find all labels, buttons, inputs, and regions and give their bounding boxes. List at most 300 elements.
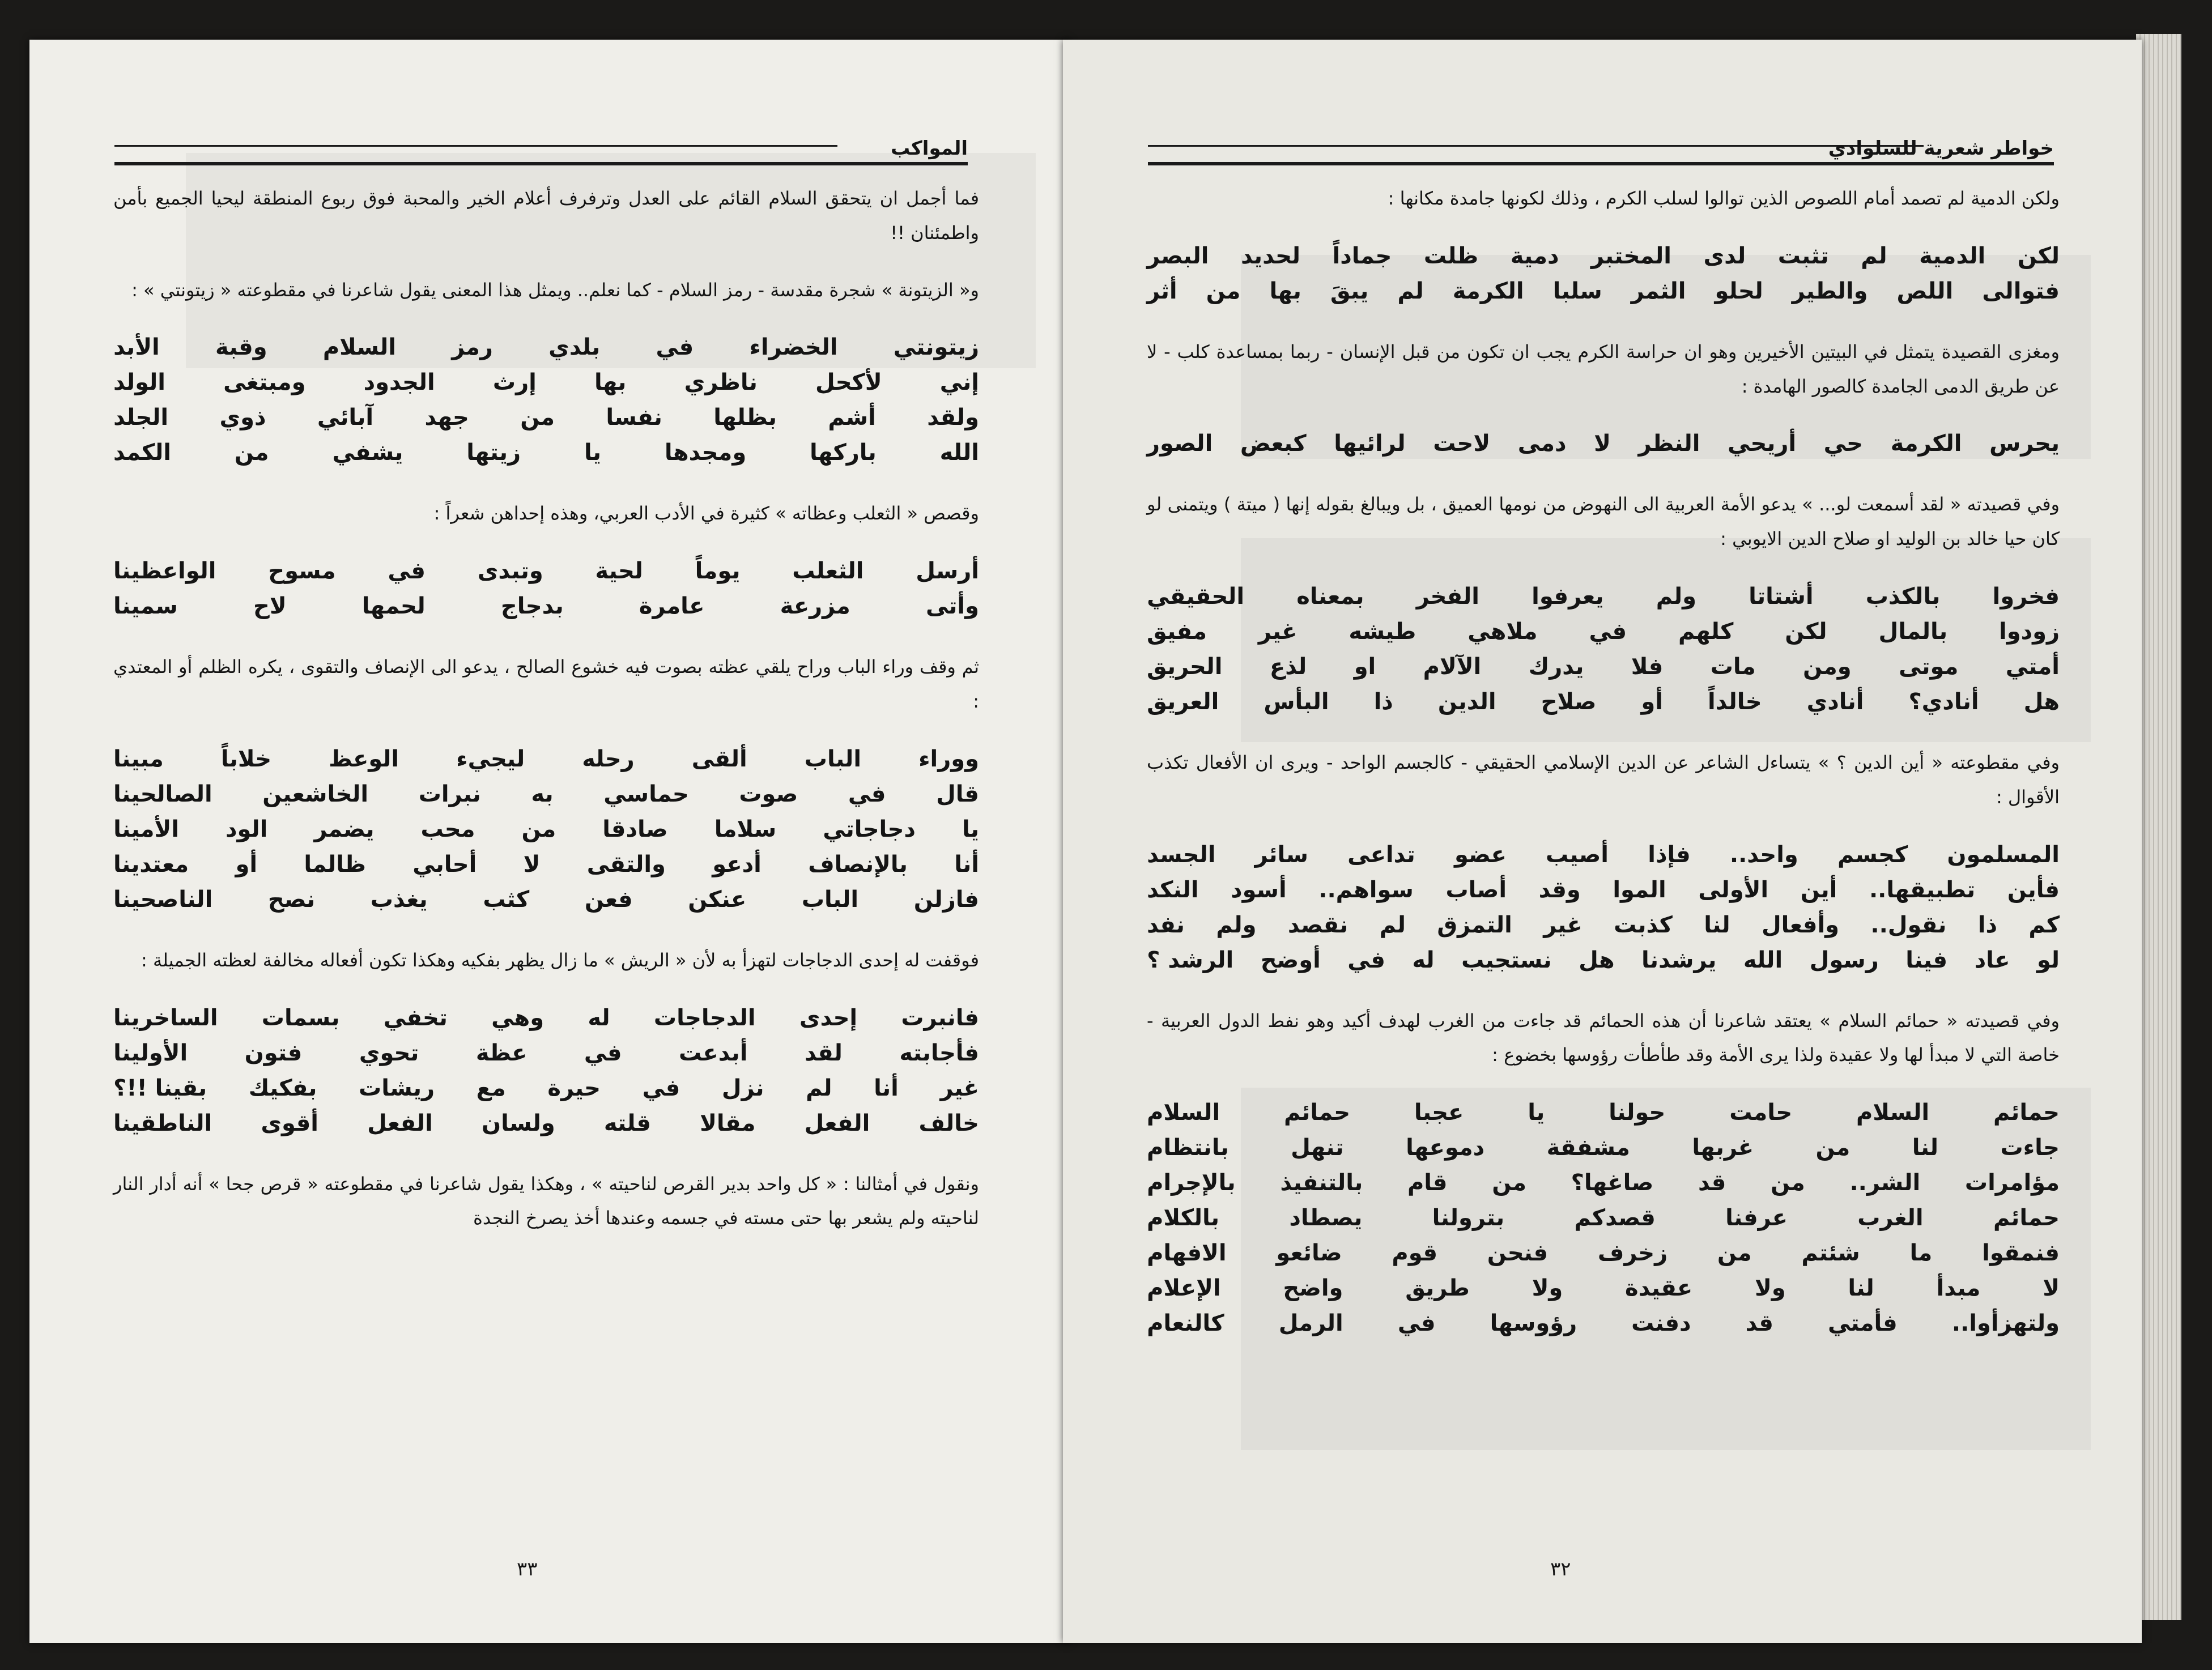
verse-word: قد — [1698, 1170, 1726, 1196]
verse-word: الفعل — [367, 1110, 433, 1136]
verse-word: الأبد — [113, 334, 160, 361]
verse-word: له — [1412, 947, 1435, 973]
verse-word: له — [588, 1004, 610, 1031]
verse-word: ذا — [1373, 688, 1393, 715]
verse-word: الكرمة — [1890, 431, 1962, 457]
verse-word: الله — [1743, 947, 1783, 973]
verse-word: من — [1815, 1135, 1851, 1161]
verse-word: ولا — [1754, 1275, 1786, 1302]
verse-word: ظالما — [304, 851, 366, 877]
verse-word: أو — [1641, 688, 1663, 715]
verse-word: الرشد ؟ — [1147, 947, 1234, 973]
verse-word: أدعو — [712, 851, 762, 877]
verse-word: أوضح — [1260, 947, 1321, 973]
verse-word: الإعلام — [1147, 1275, 1221, 1302]
verse-line — [1147, 1306, 2060, 1341]
verse-word: الكمد — [113, 440, 171, 466]
verse-word: ووراء — [918, 745, 979, 772]
verse-word: لا — [523, 851, 541, 877]
poem-stanza — [113, 553, 979, 624]
verse-word: كثب — [483, 886, 530, 913]
verse-word: ولقد — [927, 404, 979, 431]
verse-word: ريشات — [359, 1075, 435, 1101]
verse-word: فازلن — [913, 886, 979, 913]
verse-word: قام — [1407, 1170, 1448, 1196]
verse-word: كبعض — [1240, 431, 1307, 457]
verse-word: ضائعو — [1276, 1240, 1342, 1267]
verse-line — [1147, 908, 2060, 943]
verse-word: الخضراء — [749, 334, 838, 361]
verse-word: أرسل — [916, 558, 979, 585]
verse-word: بترولنا — [1432, 1205, 1505, 1232]
verse-word: من — [1717, 1240, 1752, 1267]
verse-word: قصدكم — [1574, 1205, 1656, 1232]
verse-word: او — [1354, 653, 1376, 680]
poem-stanza — [1147, 579, 2060, 719]
verse-word: ناظري — [684, 369, 758, 396]
verse-word: بها — [594, 369, 627, 396]
header-rule — [1148, 162, 2054, 165]
verse-word: ولم — [1656, 583, 1696, 610]
verse-word: نقول.. — [1870, 911, 1947, 938]
verse-word: نبرات — [418, 781, 481, 807]
verse-word: قوم — [1392, 1240, 1438, 1267]
verse-word: رؤوسها — [1490, 1310, 1577, 1337]
verse-word: اللص — [1896, 278, 1954, 304]
verse-word: الناطقينا — [113, 1110, 212, 1136]
verse-word: فأجابته — [899, 1040, 979, 1066]
paragraph: ومغزى القصيدة يتمثل في البيتين الأخيرين وهو ان حراسة الكرم يجب ان تكون من قبل الإنسان - ربما بمساعدة كلب - لا عن طريق الدمى الجامدة كالصور الهامدة : — [1147, 340, 2060, 397]
verse-word: عضو — [1454, 841, 1507, 868]
verse-word: جاءت — [2000, 1135, 2060, 1161]
verse-word: يحرس — [1989, 431, 2060, 457]
verse-word: صاغها؟ — [1571, 1170, 1654, 1196]
verse-word: بظلها — [713, 404, 777, 431]
verse-word: طريق — [1405, 1275, 1470, 1302]
verse-word: يوماً — [695, 558, 741, 585]
verse-word: الفخر — [1416, 583, 1479, 610]
verse-word: صلاح — [1541, 688, 1597, 715]
verse-word: بدجاج — [500, 593, 564, 620]
verse-word: عنكن — [688, 886, 747, 913]
verse-word: البصر — [1147, 242, 1209, 269]
verse-word: واحد.. — [1729, 841, 1798, 868]
verse-word: لو — [2036, 947, 2060, 973]
verse-word: حيرة — [547, 1075, 601, 1101]
verse-line — [113, 812, 979, 847]
verse-word: لم — [1861, 242, 1887, 269]
verse-word: لدى — [1703, 242, 1746, 269]
verse-word: دمية — [1510, 242, 1559, 269]
verse-word: فعن — [584, 886, 633, 913]
verse-line — [1147, 1130, 2060, 1165]
verse-word: فخروا — [1992, 583, 2060, 610]
verse-word: موتى — [1899, 653, 1959, 680]
poem-stanza — [1147, 1095, 2060, 1341]
verse-line — [1147, 1095, 2060, 1130]
verse-word: أريحي — [1728, 431, 1797, 457]
paragraph: وفي مقطوعته « أين الدين ؟ » يتساءل الشاعر عن الدين الإسلامي الحقيقي - كالجسم الواحد - ويرى ان الأفعال تكذب الأقوال : — [1147, 751, 2060, 808]
verse-line — [1147, 238, 2060, 274]
verse-word: من — [234, 440, 269, 466]
verse-word: وأتى — [925, 593, 979, 620]
verse-word: لم — [1379, 911, 1406, 938]
verse-line — [113, 742, 979, 777]
verse-word: ولا — [1532, 1275, 1563, 1302]
verse-word: معتدينا — [113, 851, 189, 877]
verse-word: فتوالى — [1982, 278, 2060, 304]
verse-word: أو — [235, 851, 258, 877]
verse-word: كم — [2028, 911, 2060, 938]
verse-word: أنادي؟ — [1908, 688, 1979, 715]
verse-word: فلا — [1631, 653, 1664, 680]
verse-word: ظلت — [1423, 242, 1479, 269]
verse-word: وقد — [1538, 876, 1581, 903]
paragraph: ونقول في أمثالنا : « كل واحد بدير القرص لناحيته » ، وهكذا يقول شاعرنا في مقطوعته « قرص جحا » أنه أدار النار لناحيته ولم يشعر بها حتى مسته في جسمه وعندها أخذ يصرخ النجدة — [113, 1173, 979, 1229]
verse-word: الباب — [801, 886, 859, 913]
verse-word: ذا — [1977, 911, 1997, 938]
verse-word: الجسد — [1147, 841, 1216, 868]
verse-word: يضمر — [314, 816, 375, 842]
verse-word: سواهم.. — [1318, 876, 1414, 903]
verse-word: الغرب — [1857, 1205, 1924, 1232]
verse-word: الخاشعين — [262, 781, 369, 807]
verse-word: فإذا — [1648, 841, 1691, 868]
verse-word: عجبا — [1414, 1100, 1464, 1126]
verse-word: ومن — [1803, 653, 1852, 680]
verse-word: مبدأ — [1936, 1275, 1981, 1302]
verse-word: أمتي — [2005, 653, 2060, 680]
verse-word: الشر.. — [1849, 1170, 1921, 1196]
verse-word: ولتهزأوا.. — [1951, 1310, 2060, 1337]
verse-word: من — [521, 816, 556, 842]
verse-word: غير — [1258, 618, 1298, 645]
verse-word: يغذب — [370, 886, 428, 913]
verse-line — [113, 1000, 979, 1036]
verse-word: الود — [226, 816, 268, 842]
verse-word: الآلام — [1423, 653, 1482, 680]
verse-word: النظر — [1638, 431, 1700, 457]
verse-line — [113, 435, 979, 470]
verse-word: يشفي — [332, 440, 403, 466]
verse-line — [1147, 1271, 2060, 1306]
verse-word: الأولى — [1698, 876, 1769, 903]
verse-word: لاح — [253, 593, 287, 620]
verse-word: يا — [584, 440, 601, 466]
verse-word: زيتونتي — [893, 334, 979, 361]
verse-word: ليجيء — [456, 745, 525, 772]
verse-word: لنا — [1848, 1275, 1874, 1302]
verse-line — [1147, 684, 2060, 719]
verse-word: ألقى — [691, 745, 747, 772]
verse-word: الثمر — [1631, 278, 1686, 304]
verse-word: واضح — [1283, 1275, 1343, 1302]
verse-word: البأس — [1264, 688, 1329, 715]
verse-word: لحية — [595, 558, 643, 585]
verse-word: الواعظينا — [113, 558, 216, 585]
verse-word: هل — [2023, 688, 2060, 715]
verse-word: مؤامرات — [1964, 1170, 2060, 1196]
verse-word: ما — [1909, 1240, 1933, 1267]
verse-word: عرفنا — [1725, 1205, 1788, 1232]
verse-word: سمينا — [113, 593, 178, 620]
verse-word: الدمية — [1919, 242, 1986, 269]
paragraph: ولكن الدمية لم تصمد أمام اللصوص الذين توالوا لسلب الكرم ، وذلك لكونها جامدة مكانها : — [1388, 188, 2060, 209]
verse-word: الجدود — [363, 369, 435, 396]
verse-word: لذع — [1269, 653, 1307, 680]
verse-line — [1147, 943, 2060, 978]
verse-word: أصيب — [1545, 841, 1609, 868]
verse-word: بقينا !!؟ — [113, 1075, 207, 1101]
verse-word: أسود — [1231, 876, 1287, 903]
verse-word: تثبت — [1777, 242, 1829, 269]
verse-word: بالمال — [1878, 618, 1948, 645]
verse-line — [113, 1106, 979, 1141]
verse-word: حمائم — [1993, 1100, 2060, 1126]
verse-word: لنا — [1704, 911, 1730, 938]
verse-word: ولم — [1216, 911, 1257, 938]
verse-word: عاد — [1974, 947, 2010, 973]
verse-word: مشفقة — [1546, 1135, 1630, 1161]
verse-word: نستجيب — [1461, 947, 1552, 973]
verse-word: ملاهي — [1467, 618, 1538, 645]
verse-word: الحريق — [1147, 653, 1223, 680]
verse-word: المسلمون — [1947, 841, 2060, 868]
poem-stanza — [1147, 238, 2060, 309]
verse-word: النكد — [1147, 876, 1199, 903]
verse-word: أنا — [954, 851, 979, 877]
page-number: ٣٢ — [1550, 1558, 1571, 1580]
left-page-content — [113, 181, 979, 1258]
verse-word: لكن — [2017, 242, 2060, 269]
verse-word: أقوى — [261, 1110, 318, 1136]
verse-word: لرائيها — [1334, 431, 1406, 457]
verse-word: زودوا — [1999, 618, 2060, 645]
verse-word: أين — [1800, 876, 1837, 903]
verse-word: من — [520, 404, 555, 431]
left-page-header — [114, 137, 968, 160]
verse-word: أنادي — [1806, 688, 1864, 715]
verse-word: لنا — [1912, 1135, 1939, 1161]
verse-word: تداعى — [1347, 841, 1415, 868]
paragraph: وفي قصيدته « حمائم السلام » يعتقد شاعرنا أن هذه الحمائم قد جاءت من الغرب لهدف أكيد وهو نفط الدول العربية - خاصة التي لا مبدأ لها ولا عقيدة ولذا يرى الأمة وقد طأطأت رؤوسها بخضوع : — [1147, 1009, 2060, 1066]
verse-word: مزرعة — [780, 593, 850, 620]
verse-word: في — [1589, 618, 1627, 645]
verse-word: يرشدنا — [1641, 947, 1717, 973]
verse-word: رسول — [1809, 947, 1879, 973]
verse-word: عامرة — [639, 593, 705, 620]
poem-stanza — [113, 330, 979, 470]
verse-word: خلاباً — [220, 745, 272, 772]
verse-word: دفنت — [1631, 1310, 1691, 1337]
verse-word: ومجدها — [664, 440, 747, 466]
verse-word: مفيق — [1147, 618, 1207, 645]
verse-word: وتبدى — [477, 558, 543, 585]
verse-word: بفكيك — [248, 1075, 317, 1101]
verse-word: لحديد — [1240, 242, 1301, 269]
verse-word: ولسان — [482, 1110, 555, 1136]
verse-word: دمى — [1517, 431, 1567, 457]
verse-line — [113, 589, 979, 624]
page-number: ٣٣ — [517, 1558, 538, 1580]
verse-word: إرث — [492, 369, 537, 396]
verse-word: قد — [1745, 1310, 1773, 1337]
verse-line — [1147, 1165, 2060, 1200]
verse-word: في — [1397, 1310, 1436, 1337]
verse-word: والتقى — [586, 851, 666, 877]
verse-line — [1147, 426, 2060, 461]
verse-word: لا — [2043, 1275, 2060, 1302]
poem-stanza — [1147, 426, 2060, 461]
running-title: خواطر شعرية للسلوادي — [1828, 137, 2054, 160]
verse-word: السلام — [322, 334, 396, 361]
poem-stanza — [1147, 837, 2060, 978]
verse-word: عقيدة — [1625, 1275, 1693, 1302]
verse-word: تطبيقها.. — [1869, 876, 1976, 903]
verse-word: مقالا — [700, 1110, 756, 1136]
verse-word: جماداً — [1332, 242, 1392, 269]
verse-word: الرمل — [1278, 1310, 1343, 1337]
verse-word: الولد — [113, 369, 165, 396]
verse-word: باركها — [810, 440, 877, 466]
verse-line — [1147, 649, 2060, 684]
verse-word: الساخرينا — [113, 1004, 218, 1031]
verse-word: من — [1206, 278, 1241, 304]
verse-word: أصاب — [1445, 876, 1507, 903]
verse-word: لقد — [804, 1040, 843, 1066]
verse-word: كجسم — [1837, 841, 1908, 868]
verse-word: محب — [420, 816, 475, 842]
verse-word: لحمها — [361, 593, 426, 620]
verse-word: كلهم — [1678, 618, 1734, 645]
verse-word: مع — [476, 1075, 506, 1101]
verse-word: يا — [1528, 1100, 1545, 1126]
verse-word: صوت — [739, 781, 798, 807]
paragraph: ثم وقف وراء الباب وراح يلقي عظته بصوت فيه خشوع الصالح ، يدعو الى الإنصاف والتقوى ، يكره الظلم أو المعتدي : — [113, 656, 979, 712]
verse-word: نصح — [267, 886, 316, 913]
verse-word: لا — [1594, 431, 1611, 457]
verse-word: وأفعال — [1761, 911, 1840, 938]
verse-word: بانتظام — [1147, 1135, 1229, 1161]
verse-word: حولنا — [1609, 1100, 1666, 1126]
verse-word: رمز — [452, 334, 493, 361]
verse-word: أحابي — [412, 851, 477, 877]
verse-word: مبينا — [113, 745, 164, 772]
verse-word: الباب — [804, 745, 862, 772]
verse-word: طيشه — [1349, 618, 1416, 645]
left-page — [29, 40, 1070, 1643]
verse-word: قلته — [603, 1110, 651, 1136]
verse-word: أثر — [1147, 278, 1177, 304]
verse-line — [113, 1071, 979, 1106]
verse-word: صادقا — [602, 816, 668, 842]
verse-word: قال — [936, 781, 979, 807]
verse-word: آبائي — [317, 404, 374, 431]
verse-line — [1147, 614, 2060, 649]
verse-word: إني — [939, 369, 979, 396]
verse-word: تخفي — [383, 1004, 448, 1031]
verse-word: إحدى — [799, 1004, 858, 1031]
verse-word: بسمات — [261, 1004, 340, 1031]
verse-word: جهد — [424, 404, 469, 431]
verse-word: يا — [962, 816, 979, 842]
verse-word: فنحن — [1487, 1240, 1549, 1267]
verse-word: في — [388, 558, 426, 585]
verse-word: من — [1492, 1170, 1526, 1196]
verse-word: الله — [939, 440, 979, 466]
verse-word: سائر — [1254, 841, 1308, 868]
verse-word: بالتنفيذ — [1280, 1170, 1363, 1196]
verse-word: الأولينا — [113, 1040, 188, 1066]
verse-line — [1147, 872, 2060, 908]
verse-word: نقصد — [1287, 911, 1349, 938]
verse-word: وقبة — [215, 334, 267, 361]
verse-line — [1147, 274, 2060, 309]
verse-word: الثعلب — [792, 558, 864, 585]
right-page-content — [1147, 181, 2060, 1367]
verse-line — [1147, 837, 2060, 872]
right-page-header — [1148, 137, 2054, 160]
verse-word: الصالحينا — [113, 781, 212, 807]
verse-line — [113, 777, 979, 812]
verse-word: الصور — [1147, 431, 1213, 457]
header-rule-thin — [1148, 145, 1924, 147]
verse-word: أنا — [874, 1075, 899, 1101]
verse-word: حمائم — [1283, 1100, 1351, 1126]
page-edges — [2136, 34, 2181, 1620]
verse-word: السلام — [1147, 1100, 1220, 1126]
verse-word: فنمقوا — [1982, 1240, 2060, 1267]
verse-word: بالكلام — [1147, 1205, 1220, 1232]
verse-word: أشم — [828, 404, 876, 431]
verse-word: لم — [806, 1075, 832, 1101]
verse-line — [1147, 1200, 2060, 1236]
verse-word: بالكذب — [1865, 583, 1941, 610]
verse-word: مات — [1710, 653, 1756, 680]
verse-word: رحله — [582, 745, 635, 772]
verse-word: زخرف — [1597, 1240, 1668, 1267]
verse-word: الأمينا — [113, 816, 179, 842]
verse-word: حمائم — [1993, 1205, 2060, 1232]
poem-stanza — [113, 742, 979, 917]
verse-word: به — [531, 781, 554, 807]
verse-word: نفد — [1147, 911, 1185, 938]
verse-word: فانبرت — [901, 1004, 979, 1031]
verse-word: العريق — [1147, 688, 1219, 715]
verse-word: يبقَ — [1330, 278, 1369, 304]
verse-word: كذبت — [1614, 911, 1673, 938]
verse-word: سلبا — [1552, 278, 1602, 304]
verse-word: فتون — [244, 1040, 303, 1066]
verse-line — [113, 847, 979, 882]
verse-word: ومبتغى — [223, 369, 306, 396]
verse-word: والطير — [1792, 278, 1868, 304]
verse-word: فينا — [1905, 947, 1948, 973]
verse-word: الدين — [1437, 688, 1496, 715]
verse-line — [1147, 1236, 2060, 1271]
verse-word: في — [848, 781, 886, 807]
verse-word: فأمتي — [1827, 1310, 1898, 1337]
paragraph: فما أجمل ان يتحقق السلام القائم على العدل وترفرف أعلام الخير والمحبة فوق ربوع المنطقة ليحيا الجميع بأمن واطمئنان !! — [113, 188, 979, 244]
running-title: المواكب — [891, 137, 968, 160]
verse-word: الفعل — [804, 1110, 870, 1136]
verse-word: بالإجرام — [1147, 1170, 1236, 1196]
verse-word: لأكحل — [815, 369, 882, 396]
verse-word: نزل — [721, 1075, 764, 1101]
verse-line — [113, 330, 979, 365]
verse-word: ذوي — [219, 404, 266, 431]
verse-word: من — [1771, 1170, 1805, 1196]
